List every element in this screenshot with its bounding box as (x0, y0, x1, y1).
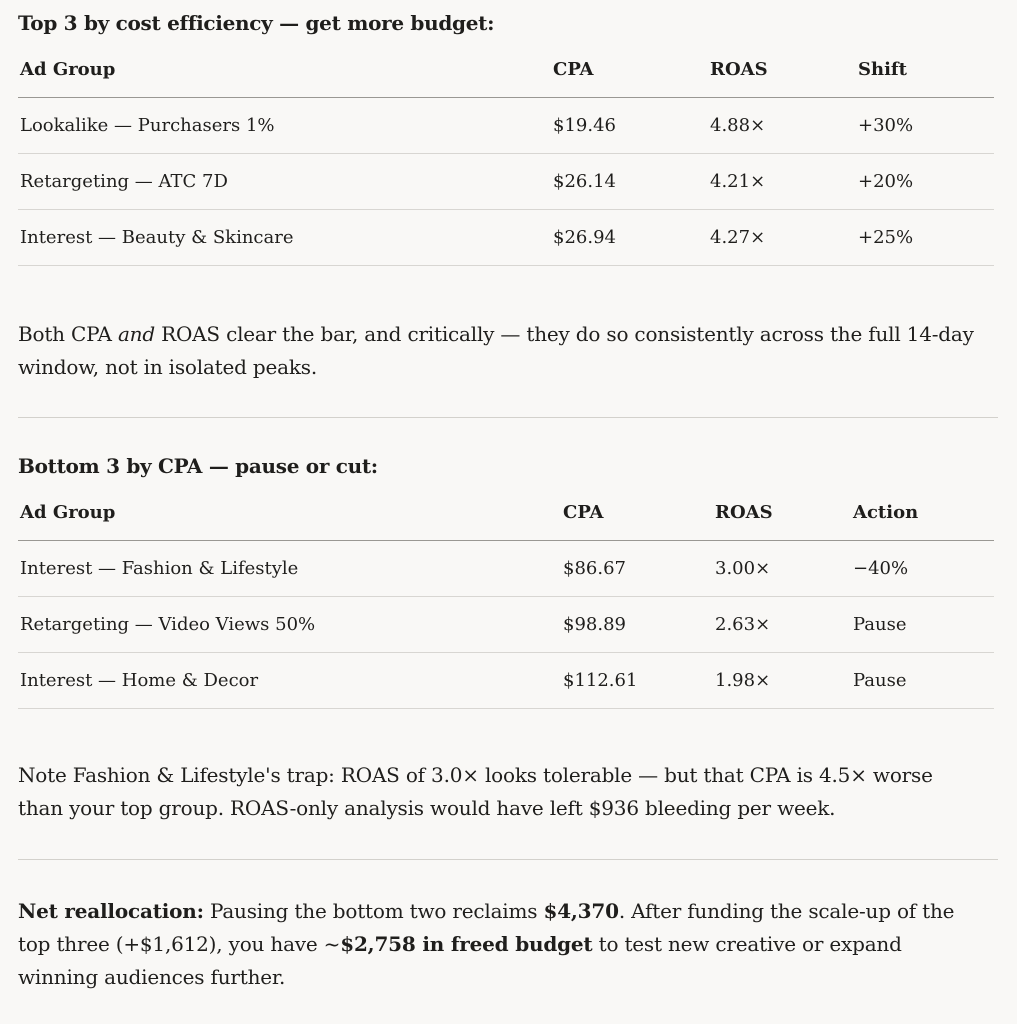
reclaimed-amount: $4,370 (543, 899, 619, 923)
section-divider (18, 859, 998, 860)
table-row (18, 597, 994, 653)
summary-label: Net reallocation: (18, 899, 204, 923)
column-header-ad-group: Ad Group (18, 484, 561, 541)
cpa-cell: $19.46 (551, 98, 708, 154)
bottom-section-note: Note Fashion & Lifestyle's trap: ROAS of 3.0× looks tolerable — but that CPA is 4.5× worse than your top group. ROAS-only analysis would have left $936 bleeding per week. (18, 763, 933, 820)
ad-group-cell: Lookalike — Purchasers 1% (18, 98, 551, 154)
note-emphasis: and (117, 322, 155, 346)
bottom-ad-groups-table (18, 484, 994, 709)
table-row (18, 210, 994, 266)
summary-text: . After funding the scale-up of the top three (+$1,612), you have ~ (18, 899, 955, 956)
cpa-cell: $86.67 (561, 541, 713, 597)
column-header-action: Action (851, 484, 994, 541)
roas-cell: 4.27× (708, 210, 856, 266)
ad-group-cell: Retargeting — Video Views 50% (18, 597, 561, 653)
roas-cell: 1.98× (713, 653, 851, 709)
ad-group-cell: Retargeting — ATC 7D (18, 154, 551, 210)
table-row (18, 653, 994, 709)
shift-cell: +30% (856, 98, 994, 154)
section-divider (18, 417, 998, 418)
roas-cell: 2.63× (713, 597, 851, 653)
column-header-cpa: CPA (561, 484, 713, 541)
bottom-section-heading: Bottom 3 by CPA — pause or cut: (18, 454, 378, 478)
table-header-row (18, 484, 994, 541)
cpa-cell: $26.14 (551, 154, 708, 210)
roas-cell: 4.21× (708, 154, 856, 210)
action-cell: −40% (851, 541, 994, 597)
ad-group-cell: Interest — Fashion & Lifestyle (18, 541, 561, 597)
action-cell: Pause (851, 653, 994, 709)
column-header-shift: Shift (856, 41, 994, 98)
column-header-cpa: CPA (551, 41, 708, 98)
summary-text: Pausing the bottom two reclaims (203, 899, 544, 923)
roas-cell: 4.88× (708, 98, 856, 154)
ad-group-cell: Interest — Beauty & Skincare (18, 210, 551, 266)
column-header-ad-group: Ad Group (18, 41, 551, 98)
shift-cell: +20% (856, 154, 994, 210)
ad-group-cell: Interest — Home & Decor (18, 653, 561, 709)
action-cell: Pause (851, 597, 994, 653)
table-row (18, 154, 994, 210)
shift-cell: +25% (856, 210, 994, 266)
note-text: ROAS clear the bar, and critically — they do so consistently across the full 14-day window, not in isolated peaks. (18, 322, 974, 379)
column-header-roas: ROAS (713, 484, 851, 541)
note-text: Both CPA (18, 322, 118, 346)
summary-text: to test new creative or expand winning audiences further. (18, 932, 902, 989)
net-reallocation-summary (18, 895, 968, 994)
freed-budget-amount: $2,758 in freed budget (340, 932, 593, 956)
top-section-heading: Top 3 by cost efficiency — get more budget: (18, 11, 495, 35)
cpa-cell: $98.89 (561, 597, 713, 653)
top-ad-groups-table (18, 41, 994, 266)
table-header-row (18, 41, 994, 98)
table-row (18, 541, 994, 597)
cpa-cell: $112.61 (561, 653, 713, 709)
cpa-cell: $26.94 (551, 210, 708, 266)
table-row (18, 98, 994, 154)
column-header-roas: ROAS (708, 41, 856, 98)
roas-cell: 3.00× (713, 541, 851, 597)
top-section-note (18, 318, 978, 384)
